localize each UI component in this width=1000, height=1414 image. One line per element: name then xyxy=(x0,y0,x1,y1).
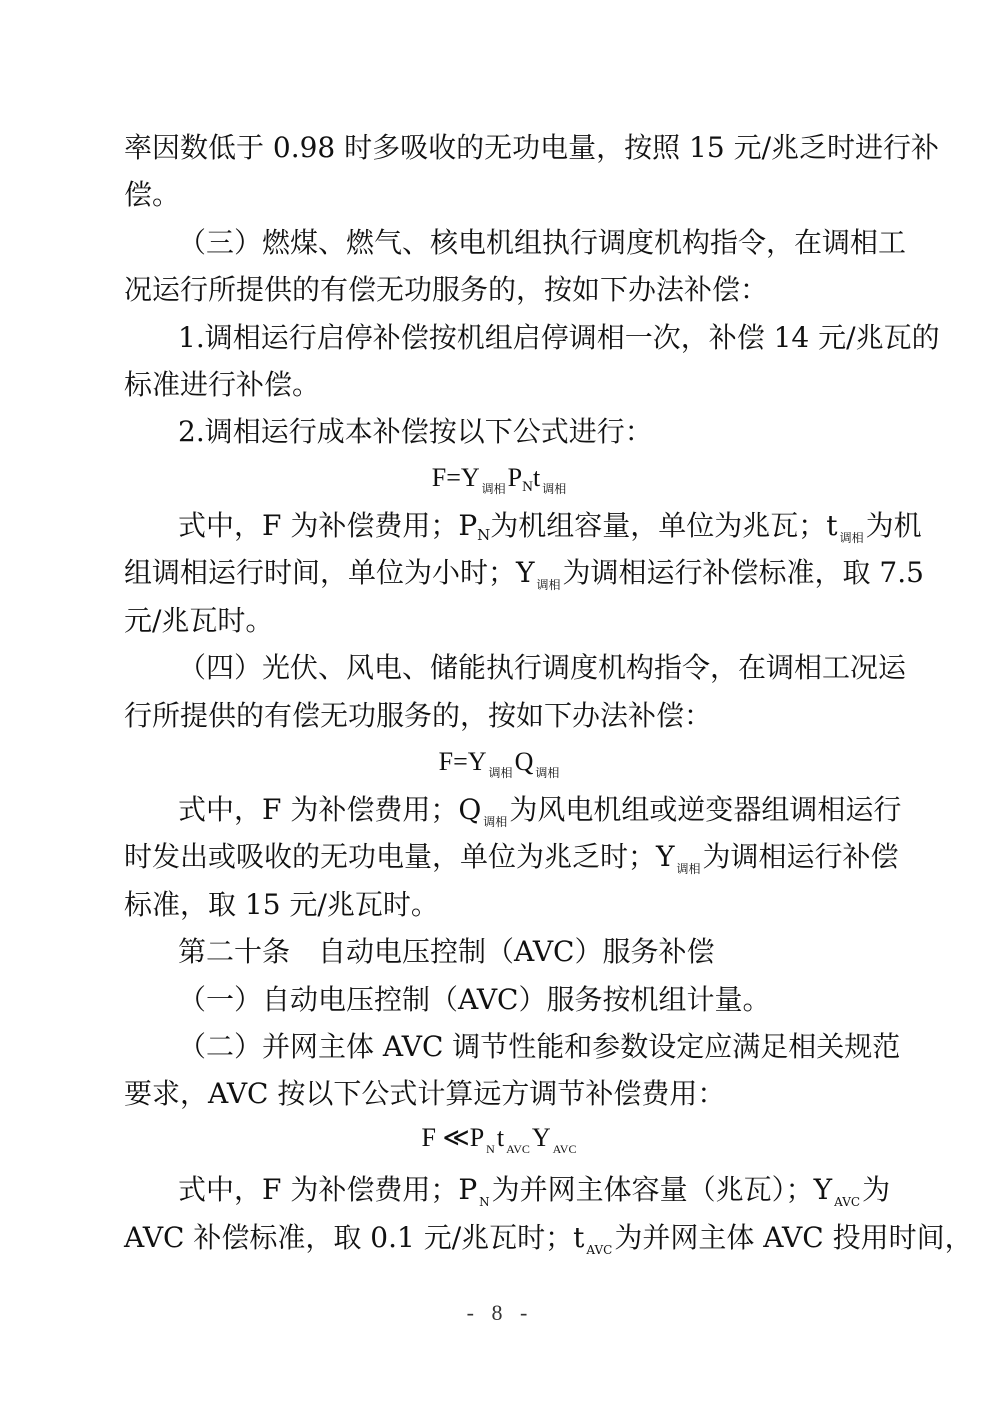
text-line: 行所提供的有偿无功服务的，按如下办法补偿： xyxy=(124,699,713,732)
text-line: 率因数低于 0.98 时多吸收的无功电量，按照 15 元/兆乏时进行补 xyxy=(124,131,940,164)
formula-3: F ≪P $_N$t $_{AVC}$Y $_{AVC}$ xyxy=(421,1123,577,1156)
article-twenty-heading: 第二十条 自动电压控制（AVC）服务补偿 xyxy=(178,935,715,968)
text-line: 标准进行补偿。 xyxy=(124,368,321,401)
formula-3-explanation-line: AVC 补偿标准，取 0.1 元/兆瓦时；t $_{AVC}$为并网主体 AVC 投用时间， xyxy=(124,1221,973,1257)
page-number: - 8 - xyxy=(466,1300,534,1325)
formula-3-explanation-line: 式中，F 为补偿费用；P $_N$为并网主体容量（兆瓦）；Y $_{AVC}$为 xyxy=(178,1173,891,1209)
section-four-heading: （四）光伏、风电、储能执行调度机构指令，在调相工况运 xyxy=(178,651,907,684)
text-line: 要求，AVC 按以下公式计算远方调节补偿费用： xyxy=(124,1077,726,1110)
formula-2: F=Y $_{调相}$Q $_{调相}$ xyxy=(438,747,560,780)
text-line: 偿。 xyxy=(124,178,181,211)
formula-1-explanation-line: 组调相运行时间，单位为小时；Y $_{调相}$为调相运行补偿标准，取 7.5 xyxy=(124,556,924,592)
section-two-text: （二）并网主体 AVC 调节性能和参数设定应满足相关规范 xyxy=(178,1030,901,1063)
text-line: 况运行所提供的有偿无功服务的，按如下办法补偿： xyxy=(124,273,769,306)
text-line: 标准，取 15 元/兆瓦时。 xyxy=(124,888,439,921)
formula-2-explanation-line: 式中，F 为补偿费用；Q $_{调相}$为风电机组或逆变器组调相运行 xyxy=(178,793,902,829)
text-line: 元/兆瓦时。 xyxy=(124,604,274,637)
section-one-text: （一）自动电压控制（AVC）服务按机组计量。 xyxy=(178,983,771,1016)
item-2-text: 2.调相运行成本补偿按以下公式进行： xyxy=(178,415,653,448)
formula-2-explanation-line: 时发出或吸收的无功电量，单位为兆乏时；Y $_{调相}$为调相运行补偿 xyxy=(124,840,899,876)
item-1-text: 1.调相运行启停补偿按机组启停调相一次，补偿 14 元/兆瓦的 xyxy=(178,321,940,354)
section-three-heading: （三）燃煤、燃气、核电机组执行调度机构指令，在调相工 xyxy=(178,226,907,259)
formula-1: F=Y $_{调相}$PNt $_{调相}$ xyxy=(431,463,567,496)
formula-1-explanation-line: 式中，F 为补偿费用；PN为机组容量，单位为兆瓦；t $_{调相}$为机 xyxy=(178,509,922,545)
